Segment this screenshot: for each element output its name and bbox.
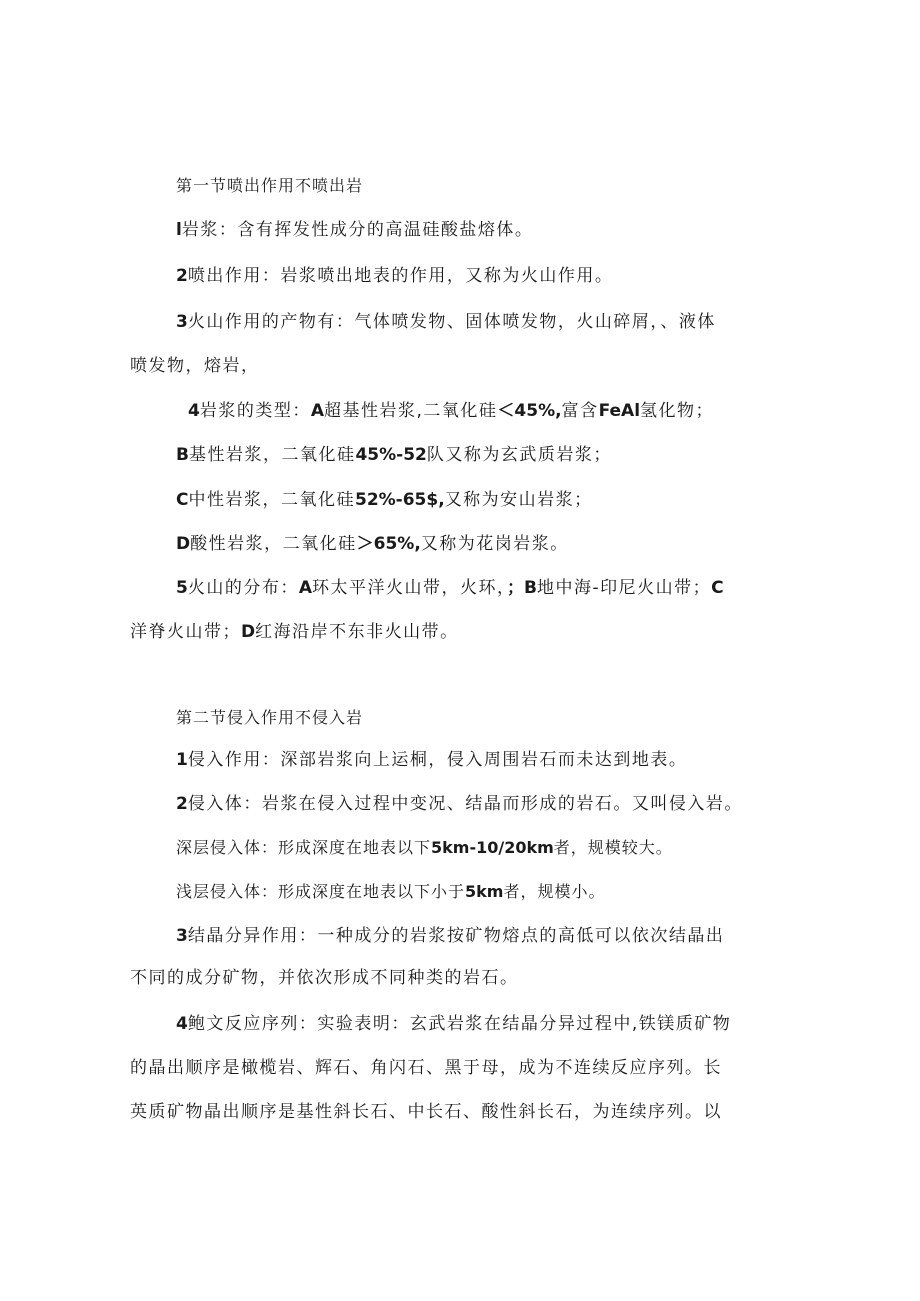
section-2-title: 第二节侵入作用不侵入岩 (176, 708, 364, 727)
s1-item-5-semicolon: ； (507, 578, 525, 598)
s1-item-4-a-text-3: 氢化物； (640, 401, 715, 421)
s2-shallow-intrusion (176, 880, 605, 904)
s1-item-1-num: l (176, 220, 182, 240)
s1-item-4-a-value: ＜45%, (497, 401, 562, 421)
s1-item-5-text-5: 红海沿岸不东非火山带。 (255, 622, 459, 642)
s1-item-2-text: 喷出作用：岩浆喷出地表的作用，又称为火山作用。 (187, 266, 614, 286)
s1-item-4-d-value: ＞65%, (356, 534, 421, 554)
s1-item-4-c-label: C (176, 490, 189, 510)
s1-item-5-text-4: 洋脊火山带； (130, 622, 241, 642)
s2-item-4-text-1: 鲍文反应序列：实验表明：玄武岩浆在结晶分异过程中,铁镁质矿物 (187, 1014, 732, 1034)
s1-item-4-a-chem: FeAl (598, 401, 641, 421)
s1-item-5-text-2: 环太平洋火山带，火环， (312, 578, 508, 598)
s2-item-3-num: 3 (176, 926, 188, 946)
s1-item-4-b-label: B (176, 445, 189, 465)
s2-item-2-text: 侵入体：岩浆在侵入过程中变况、结晶而形成的岩石。又叫侵入岩。 (187, 794, 743, 814)
s1-item-5-a-label: A (298, 578, 313, 598)
s2-item-1-text: 侵入作用：深部岩浆向上运桐，侵入周围岩石而未达到地表。 (187, 750, 688, 770)
s2-item-4-line-2: 的晶出顺序是橄榄岩、辉石、角闪石、黑于母，成为不连续反应序列。长 (130, 1058, 722, 1078)
s1-item-4-b-value: 45%-52 (355, 445, 427, 465)
s1-item-3-line-2: 喷发物，熔岩， (130, 356, 260, 376)
s1-item-3-line-1 (176, 310, 716, 334)
s1-item-3-text-1: 火山作用的产物有：气体喷发物、固体喷发物，火山碎屑，、液体 (187, 312, 716, 332)
s1-item-4-a-label: A (310, 401, 325, 421)
s1-item-5-num: 5 (176, 578, 188, 598)
s1-item-4-c-value: 52%-65$, (354, 490, 445, 510)
s2-shallow-pre: 浅层侵入体：形成深度在地表以下小于 (176, 882, 466, 901)
s1-item-4-line-a (188, 399, 714, 423)
s1-item-4-c-text-1: 中性岩浆，二氧化硅 (188, 490, 355, 510)
section-1-title: 第一节喷出作用不喷出岩 (176, 176, 364, 195)
s2-deep-post: 者，规模较大。 (553, 838, 673, 857)
s1-item-4-line-d (176, 532, 569, 556)
s1-item-4-b-text-2: 队又称为玄武质岩浆； (426, 445, 612, 465)
s1-item-5-text-3: 地中海-印尼火山带； (536, 578, 712, 598)
s1-item-4-d-text-1: 酸性岩浆，二氧化硅 (190, 534, 357, 554)
s1-item-4-line-b (176, 443, 612, 467)
s2-item-1-num: 1 (176, 750, 188, 770)
s1-item-4-line-c (176, 488, 593, 512)
s1-item-5-c-label: C (711, 578, 724, 598)
s2-deep-value: 5km-10/20km (431, 838, 554, 857)
s1-item-2 (176, 264, 613, 288)
s2-item-4-line-3: 英质矿物晶出顺序是基性斜长石、中长石、酸性斜长石，为连续序列。以 (130, 1102, 722, 1122)
s2-item-2 (176, 792, 743, 816)
s1-item-1 (176, 218, 533, 242)
s1-item-4-d-label: D (176, 534, 191, 554)
s1-item-2-num: 2 (176, 266, 188, 286)
s1-item-5-b-label: B (524, 578, 537, 598)
s2-item-4-line-1 (176, 1012, 731, 1036)
s1-item-3-num: 3 (176, 312, 188, 332)
s2-item-1 (176, 748, 687, 772)
s2-item-3-text-1: 结晶分异作用：一种成分的岩浆按矿物熔点的高低可以依次结晶出 (187, 926, 725, 946)
s1-item-5-line-2 (130, 620, 459, 644)
s2-shallow-post: 者，规模小。 (503, 882, 606, 901)
s1-item-4-b-text-1: 基性岩浆，二氧化硅 (188, 445, 356, 465)
s1-item-4-pre: 岩浆的类型： (199, 401, 311, 421)
s1-item-5-line-1 (176, 576, 724, 600)
s1-item-4-a-text-1: 超基性岩浆,二氧化硅 (324, 401, 498, 421)
s2-item-2-num: 2 (176, 794, 188, 814)
s2-deep-intrusion (176, 836, 673, 860)
s1-item-4-c-text-2: 又称为安山岩浆； (444, 490, 593, 510)
s2-item-3-line-1 (176, 924, 724, 948)
s1-item-4-d-text-2: 又称为花岗岩浆。 (420, 534, 569, 554)
s1-item-5-d-label: D (241, 622, 256, 642)
s2-shallow-value: 5km (465, 882, 504, 901)
s2-item-4-num: 4 (176, 1014, 188, 1034)
s2-deep-pre: 深层侵入体：形成深度在地表以下 (176, 838, 432, 857)
s1-item-4-num: 4 (188, 401, 200, 421)
s1-item-5-text-1: 火山的分布： (187, 578, 299, 598)
s2-item-3-line-2: 不同的成分矿物，并依次形成不同种类的岩石。 (130, 968, 519, 988)
s1-item-4-a-text-2: 富含 (561, 401, 599, 421)
s1-item-1-text: 岩浆：含有挥发性成分的高温硅酸盐熔体。 (181, 220, 534, 240)
